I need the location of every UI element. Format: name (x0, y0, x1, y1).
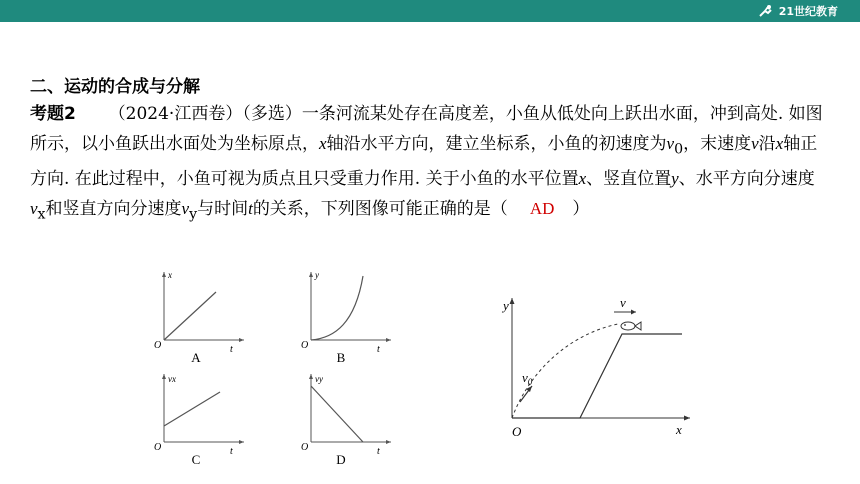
river-bank-outline (512, 334, 682, 418)
diagram-origin: O (512, 424, 522, 439)
graph-d-x-label: t (377, 446, 380, 457)
section-heading: 二、运动的合成与分解 (30, 77, 200, 97)
top-banner (0, 0, 860, 22)
logo-text: 21世纪教育 (778, 5, 838, 18)
graph-d-y-label: vy (315, 374, 323, 384)
trajectory-dashed (512, 324, 618, 418)
graph-a-option: A (191, 350, 201, 365)
graph-a-y-label: x (168, 270, 172, 280)
graph-b-x-label: t (377, 344, 380, 355)
graph-c-option: C (191, 452, 201, 467)
graph-b (295, 268, 395, 355)
diagram-y-label: y (503, 298, 509, 313)
graph-b-option: B (336, 350, 346, 365)
graph-b-y-label: y (315, 270, 319, 280)
graph-a-origin: O (154, 340, 162, 351)
answer: AD (529, 199, 555, 219)
diagram-v0-label: $v_0$ (522, 370, 533, 387)
graph-b-origin: O (301, 340, 309, 351)
problem-label: 考题2 (30, 104, 76, 124)
runner-icon (757, 4, 775, 18)
graph-d-origin: O (301, 442, 309, 453)
fish-icon (621, 322, 641, 330)
graph-d (295, 370, 395, 457)
graph-d-option: D (336, 452, 346, 467)
problem-text: 考题2 （2024·江西卷）（多选）一条河流某处存在高度差，小鱼从低处向上跃出水面，冲到高处. 如图所示，以小鱼跃出水面处为坐标原点，x轴沿水平方向，建立坐标系，小鱼的初速度为$v_0$，末速度v沿x轴正方向. 在此过程中，小鱼可视为质点且只受重力作用. 关于小鱼的水平位置x、竖直位置y、水平方向分速度$v_x$和竖直方向分速度$v_y$与时间t的关系，下列图像可能正确的是（ AD ） (30, 104, 823, 223)
graph-c-origin: O (154, 442, 162, 453)
diagram-v-label: v (620, 295, 626, 310)
graph-c-y-label: vx (168, 374, 176, 384)
diagram-x-label: x (676, 422, 682, 437)
graph-c (148, 370, 248, 457)
graph-a (148, 268, 248, 355)
problem-source: （2024·江西卷）（多选） (108, 104, 302, 124)
brand-logo (757, 3, 838, 19)
graph-c-x-label: t (230, 446, 233, 457)
fish-river-diagram (500, 290, 710, 440)
graph-a-x-label: t (230, 344, 233, 355)
